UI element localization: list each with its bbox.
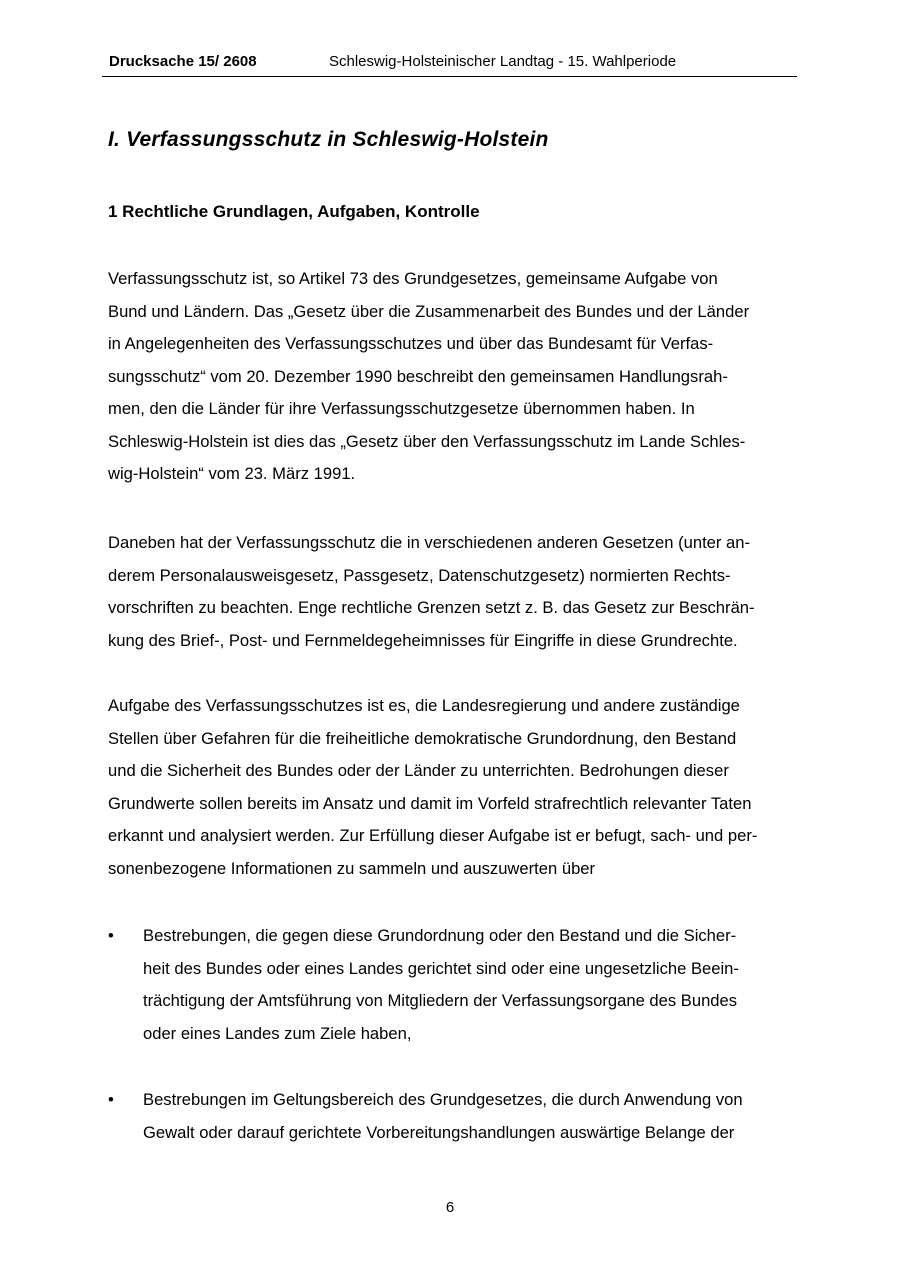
text-line: men, den die Länder für ihre Verfassungsschutzgesetze übernommen haben. In [108,399,695,418]
text-line: wig-Holstein“ vom 23. März 1991. [108,464,356,483]
text-line: Bund und Ländern. Das „Gesetz über die Zusammenarbeit des Bundes und der Länder [108,301,750,321]
chapter-title: I. Verfassungsschutz in Schleswig-Holstein [108,128,549,151]
text-line: derem Personalausweisgesetz, Passgesetz, Datenschutzgesetz) normierten Rechts- [108,565,731,585]
text-line: Bestrebungen, die gegen diese Grundordnung oder den Bestand und die Sicher- [143,926,737,945]
text-line: vorschriften zu beachten. Enge rechtliche Grenzen setzt z. B. das Gesetz zur Beschrän- [108,598,755,617]
text-line: trächtigung der Amtsführung von Mitgliedern der Verfassungsorgane des Bundes [143,991,738,1010]
text-line: Aufgabe des Verfassungsschutzes ist es, die Landesregierung und andere zuständige [108,696,740,715]
document-number: Drucksache 15/ 2608 [109,53,257,70]
section-title: 1 Rechtliche Grundlagen, Aufgaben, Kontrolle [108,202,480,221]
paragraph-tasks [108,690,798,885]
text-line: Gewalt oder darauf gerichtete Vorbereitungshandlungen auswärtige Belange der [143,1122,735,1142]
text-line: Daneben hat der Verfassungsschutz die in verschiedenen anderen Gesetzen (unter an- [108,533,751,552]
text-line: kung des Brief-, Post- und Fernmeldegeheimnisses für Eingriffe in diese Grundrechte. [108,630,738,650]
page-number: 6 [445,1199,455,1216]
text-line: Verfassungsschutz ist, so Artikel 73 des Grundgesetzes, gemeinsame Aufgabe von [108,269,718,288]
text-line: Grundwerte sollen bereits im Ansatz und damit im Vorfeld strafrechtlich relevanter Taten [108,793,752,813]
page-header [102,52,797,77]
text-line: und die Sicherheit des Bundes oder der Länder zu unterrichten. Bedrohungen dieser [108,761,729,780]
text-line: heit des Bundes oder eines Landes gerichtet sind oder eine ungesetzliche Beein- [143,958,739,978]
paragraph-other-laws [108,527,798,657]
text-line: in Angelegenheiten des Verfassungsschutzes und über das Bundesamt für Verfas- [108,334,714,353]
text-line: Schleswig-Holstein ist dies das „Gesetz über den Verfassungsschutz im Lande Schles- [108,431,746,451]
bullet-text [143,920,798,1050]
text-line: sungsschutz“ vom 20. Dezember 1990 beschreibt den gemeinsamen Handlungsrah- [108,366,728,386]
paragraph-legal-basis [108,263,798,491]
text-line: Stellen über Gefahren für die freiheitliche demokratische Grundordnung, den Bestand [108,728,737,748]
text-line: erkannt und analysiert werden. Zur Erfüllung dieser Aufgabe ist er befugt, sach- und per- [108,826,758,845]
bullet-icon: • [108,1090,114,1109]
parliament-name: Schleswig-Holsteinischer Landtag - 15. Wahlperiode [329,53,677,70]
bullet-icon: • [108,926,114,945]
bullet-text [143,1084,798,1149]
text-line: sonenbezogene Informationen zu sammeln und auszuwerten über [108,858,596,878]
text-line: Bestrebungen im Geltungsbereich des Grundgesetzes, die durch Anwendung von [143,1090,743,1109]
text-line: oder eines Landes zum Ziele haben, [143,1023,412,1043]
